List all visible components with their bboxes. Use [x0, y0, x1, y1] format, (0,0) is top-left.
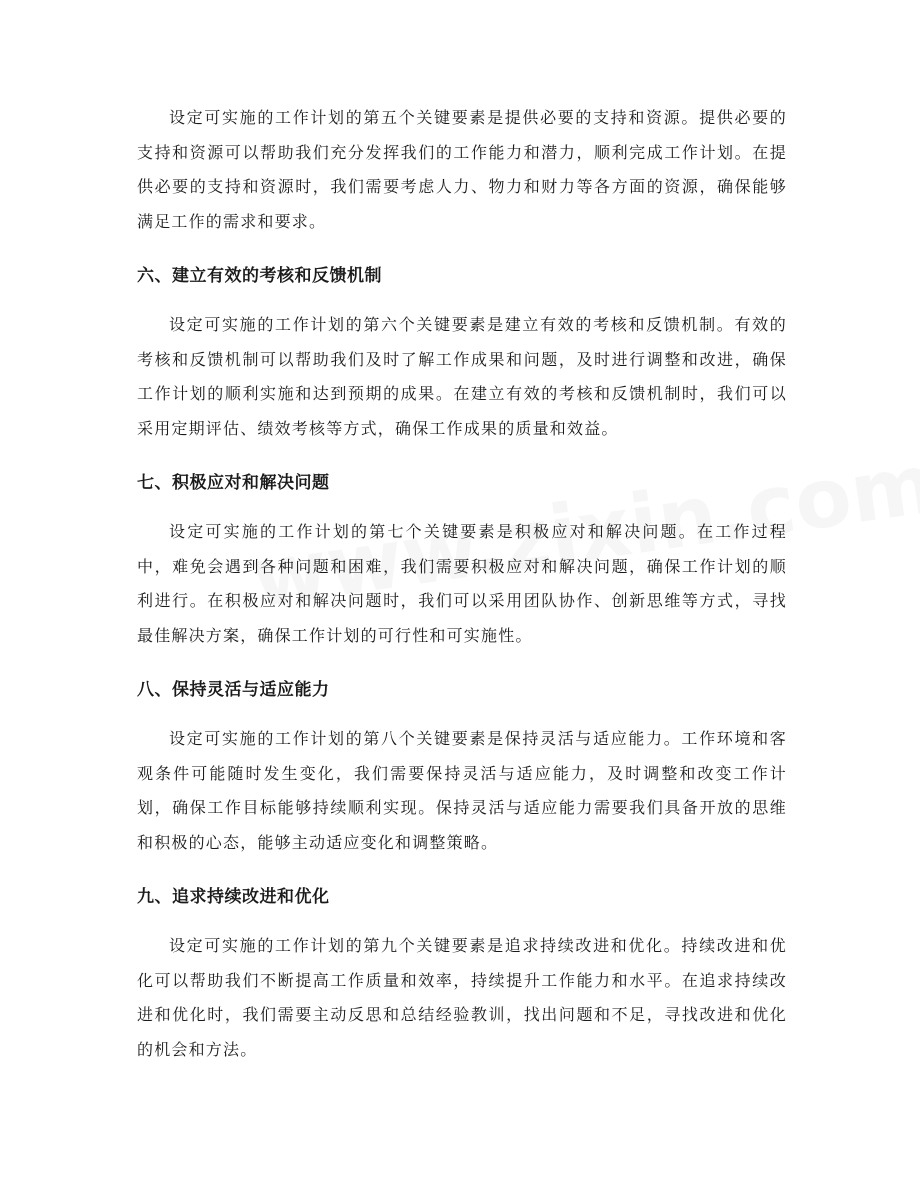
heading-section-9: 九、追求持续改进和优化	[137, 887, 330, 907]
paragraph-section-9: 设定可实施的工作计划的第九个关键要素是追求持续改进和优化。持续改进和优化可以帮助我们不断提高工作质量和效率，持续提升工作能力和水平。在追求持续改进和优化时，我们需要主动反思和总结经验教训，找出问题和不足，寻找改进和优化的机会和方法。	[137, 936, 787, 1059]
heading-section-7: 七、积极应对和解决问题	[137, 473, 330, 493]
document-body	[137, 101, 787, 1067]
paragraph-section-5: 设定可实施的工作计划的第五个关键要素是提供必要的支持和资源。提供必要的支持和资源可以帮助我们充分发挥我们的工作能力和潜力，顺利完成工作计划。在提供必要的支持和资源时，我们需要考虑人力、物力和财力等各方面的资源，确保能够满足工作的需求和要求。	[137, 108, 787, 231]
heading-section-8: 八、保持灵活与适应能力	[137, 680, 330, 700]
paragraph-section-7: 设定可实施的工作计划的第七个关键要素是积极应对和解决问题。在工作过程中，难免会遇到各种问题和困难，我们需要积极应对和解决问题，确保工作计划的顺利进行。在积极应对和解决问题时，我们可以采用团队协作、创新思维等方式，寻找最佳解决方案，确保工作计划的可行性和可实施性。	[137, 522, 787, 645]
paragraph-section-8: 设定可实施的工作计划的第八个关键要素是保持灵活与适应能力。工作环境和客观条件可能随时发生变化，我们需要保持灵活与适应能力，及时调整和改变工作计划，确保工作目标能够持续顺利实现。保持灵活与适应能力需要我们具备开放的思维和积极的心态，能够主动适应变化和调整策略。	[137, 729, 787, 852]
heading-section-6: 六、建立有效的考核和反馈机制	[137, 266, 382, 286]
paragraph-section-6: 设定可实施的工作计划的第六个关键要素是建立有效的考核和反馈机制。有效的考核和反馈机制可以帮助我们及时了解工作成果和问题，及时进行调整和改进，确保工作计划的顺利实施和达到预期的成果。在建立有效的考核和反馈机制时，我们可以采用定期评估、绩效考核等方式，确保工作成果的质量和效益。	[137, 315, 787, 438]
